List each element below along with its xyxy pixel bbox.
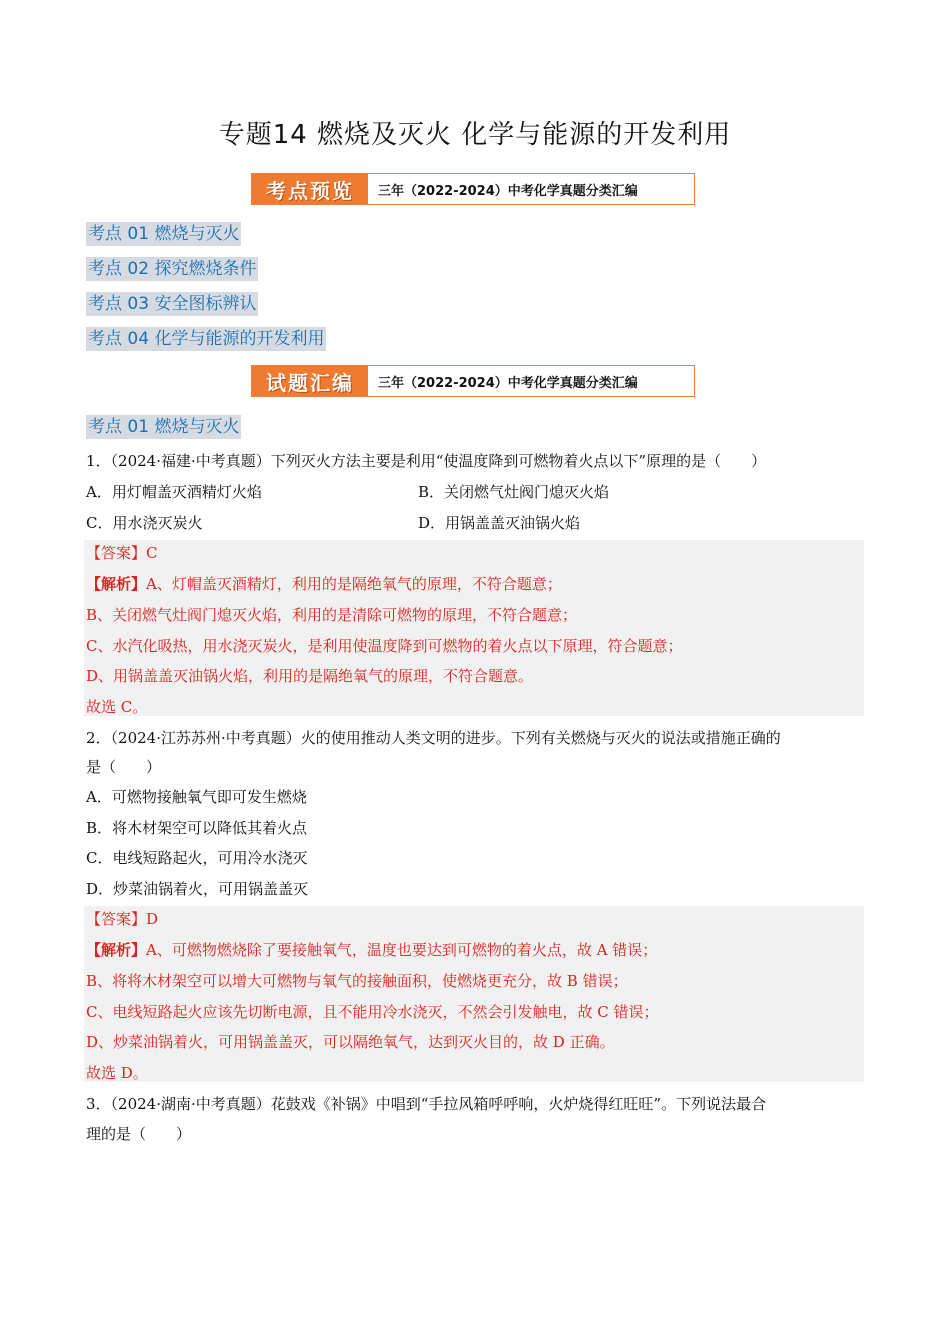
- q1-option-c: C．用水浇灭炭火: [86, 514, 203, 532]
- questions-banner: [251, 365, 695, 397]
- q1-option-d: D．用锅盖盖灭油锅火焰: [418, 514, 581, 532]
- q2-option-d: D．炒菜油锅着火，可用锅盖盖灭: [86, 880, 309, 898]
- q2-option-b: B．将木材架空可以降低其着火点: [86, 819, 308, 837]
- q2-analysis-2: B、将将木材架空可以增大可燃物与氧气的接触面积，使燃烧更充分，故 B 错误；: [86, 972, 628, 990]
- q1-analysis-2: B、关闭燃气灶阀门熄灭火焰，利用的是清除可燃物的原理，不符合题意；: [86, 606, 578, 624]
- analysis-label: 【解析】: [86, 941, 147, 959]
- q2-option-a: A．可燃物接触氧气即可发生燃烧: [86, 788, 307, 806]
- answer-label: 【答案】: [86, 544, 147, 562]
- toc-item-4[interactable]: 考点 04 化学与能源的开发利用: [88, 329, 325, 349]
- banner-tag: 试题汇编: [252, 366, 368, 396]
- q1-conclusion: 故选 C。: [86, 698, 148, 716]
- answer-label: 【答案】: [86, 910, 147, 928]
- q1-stem: 1．（2024·福建·中考真题）下列灭火方法主要是利用“使温度降到可燃物着火点以下”原理的是（ ）: [86, 452, 767, 470]
- toc-item-2[interactable]: 考点 02 探究燃烧条件: [88, 259, 257, 279]
- section-heading: 考点 01 燃烧与灭火: [88, 417, 240, 437]
- q2-analysis-1: 【解析】A、可燃物燃烧除了要接触氧气，温度也要达到可燃物的着火点，故 A 错误；: [86, 941, 658, 959]
- q3-stem-1: 3．（2024·湖南·中考真题）花鼓戏《补锅》中唱到“手拉风箱呼呼响，火炉烧得红旺旺”。下列说法最合: [86, 1095, 767, 1113]
- q2-stem-2: 是（ ）: [86, 758, 162, 776]
- toc-item-1[interactable]: 考点 01 燃烧与灭火: [88, 224, 240, 244]
- q2-answer: [86, 909, 158, 929]
- banner-subtitle: 三年（2022-2024）中考化学真题分类汇编: [378, 183, 638, 199]
- q1-answer-box: [84, 540, 864, 716]
- q1-option-a: A．用灯帽盖灭酒精灯火焰: [86, 483, 262, 501]
- q1-option-b: B．关闭燃气灶阀门熄灭火焰: [418, 483, 610, 501]
- q1-analysis-1: 【解析】A、灯帽盖灭酒精灯，利用的是隔绝氧气的原理，不符合题意；: [86, 575, 562, 593]
- q2-analysis-3: C、电线短路起火应该先切断电源，且不能用冷水浇灭，不然会引发触电，故 C 错误；: [86, 1003, 659, 1021]
- answer-value: C: [146, 544, 158, 562]
- q1-analysis-3: C、水汽化吸热，用水浇灭炭火，是利用使温度降到可燃物的着火点以下原理，符合题意；: [86, 637, 683, 655]
- toc-item-3[interactable]: 考点 03 安全图标辨认: [88, 294, 257, 314]
- q3-stem-2: 理的是（ ）: [86, 1125, 192, 1143]
- q2-analysis-4: D、炒菜油锅着火，可用锅盖盖灭，可以隔绝氧气，达到灭火目的，故 D 正确。: [86, 1033, 615, 1051]
- q2-option-c: C．电线短路起火，可用冷水浇灭: [86, 849, 308, 867]
- q2-conclusion: 故选 D。: [86, 1064, 148, 1082]
- q1-answer: [86, 543, 158, 563]
- q1-analysis-4: D、用锅盖盖灭油锅火焰，利用的是隔绝氧气的原理，不符合题意。: [86, 667, 534, 685]
- analysis-label: 【解析】: [86, 575, 147, 593]
- banner-subtitle: 三年（2022-2024）中考化学真题分类汇编: [378, 375, 638, 391]
- q2-stem-1: 2．（2024·江苏苏州·中考真题）火的使用推动人类文明的进步。下列有关燃烧与灭火的说法或措施正确的: [86, 729, 781, 747]
- page-title: 专题14 燃烧及灭火 化学与能源的开发利用: [218, 120, 732, 150]
- preview-banner: [251, 173, 695, 205]
- banner-tag: 考点预览: [252, 174, 368, 204]
- q2-answer-box: [84, 906, 864, 1082]
- answer-value: D: [146, 910, 159, 928]
